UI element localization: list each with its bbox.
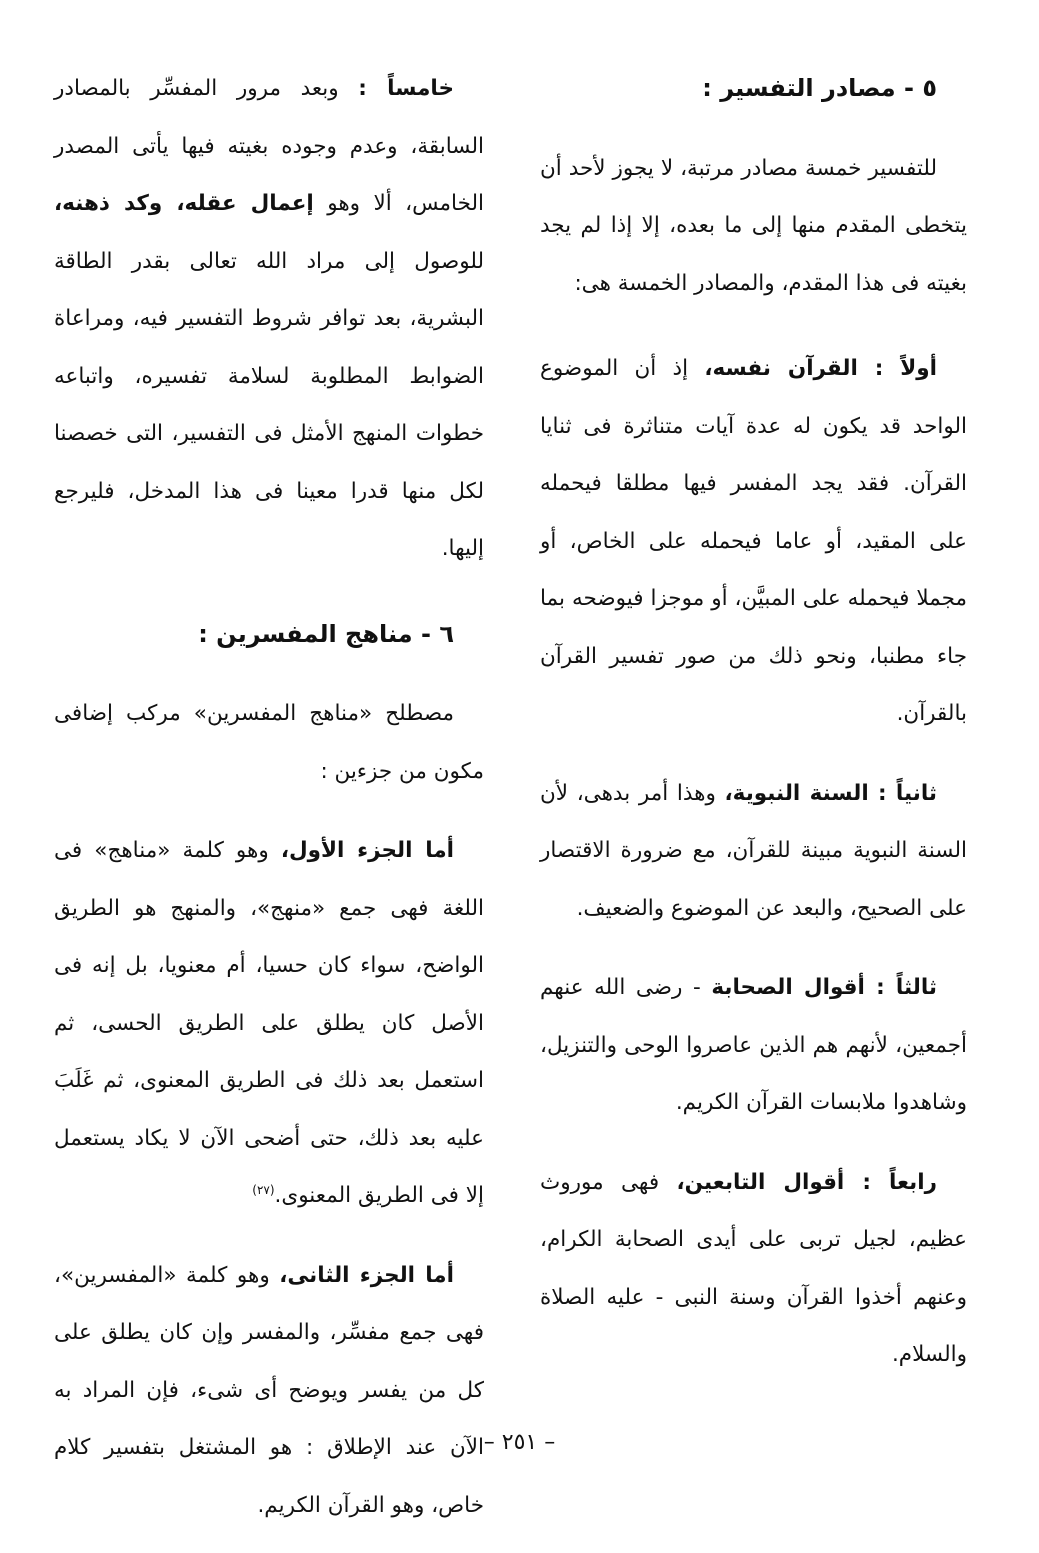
- sources-intro-paragraph: للتفسير خمسة مصادر مرتبة، لا يجوز لأحد أن يتخطى المقدم منها إلى ما بعده، إلا إذا لم يجد بغيته فى هذا المقدم، والمصادر الخمسة هى:: [540, 155, 967, 296]
- section-heading-sources: ٥ - مصادر التفسير :: [702, 74, 937, 102]
- source-fifth-paragraph: [54, 60, 484, 578]
- part-one-lead: أما الجزء الأول،: [280, 838, 454, 863]
- source-fifth-bold: إعمال عقله، وكد ذهنه،: [54, 191, 314, 216]
- source-fifth-body-1: وبعد مرور المفسِّر بالمصادر السابقة، وعدم وجوده بغيته فيها يأتى المصدر الخامس، ألا وهو: [54, 76, 484, 216]
- source-second-lead: ثانياً : السنة النبوية،: [724, 780, 938, 806]
- part-two-lead: أما الجزء الثانى،: [279, 1262, 454, 1288]
- right-column: [540, 60, 967, 1384]
- source-fourth-paragraph: [540, 1154, 967, 1384]
- part-one-paragraph: [54, 822, 484, 1225]
- source-second-paragraph: [540, 765, 967, 938]
- source-fifth-lead: خامساً :: [358, 76, 454, 101]
- source-second-body: وهذا أمر بدهى، لأن السنة النبوية مبينة للقرآن، مع ضرورة الاقتصار على الصحيح، والبعد عن الموضوع والضعيف.: [540, 780, 967, 921]
- term-intro-paragraph: مصطلح «مناهج المفسرين» مركب إضافى مكون من جزءين :: [54, 701, 484, 784]
- part-two-paragraph: [54, 1247, 484, 1535]
- source-third-body: - رضى الله عنهم أجمعين، لأنهم هم الذين عاصروا الوحى والتنزيل، وشاهدوا ملابسات القرآن الكريم.: [540, 975, 967, 1115]
- source-fourth-body: فهى موروث عظيم، لجيل تربى على أيدى الصحابة الكرام، وعنهم أخذوا القرآن وسنة النبى - عليه الصلاة والسلام.: [540, 1169, 967, 1367]
- source-first-body: إذ أن الموضوع الواحد قد يكون له عدة آيات متناثرة فى ثنايا القرآن. فقد يجد المفسر فيها مطلقا فيحمله على المقيد، أو عاما فيحمله على الخاص، أو مجملا فيحمله على المبيَّن، أو موجزا فيوضحه بما جاء مطنبا، ونحو ذلك من صور تفسير القرآن بالقرآن.: [540, 356, 967, 726]
- section-heading-methods: ٦ - مناهج المفسرين :: [198, 619, 454, 648]
- page-number: – ٢٥١ –: [483, 1430, 556, 1455]
- part-one-body: وهو كلمة «مناهج» فى اللغة فهى جمع «منهج»، والمنهج هو الطريق الواضح، سواء كان حسيا، أم معنويا، بل إنه فى الأصل كان يطلق على الطريق الحسى، ثم استعمل بعد ذلك فى الطريق المعنوى، ثم غَلَبَ عليه بعد ذلك، حتى أضحى الآن لا يكاد يستعمل إلا فى الطريق المعنوى.: [54, 838, 484, 1208]
- source-first-paragraph: [540, 340, 967, 743]
- source-first-lead: أولاً : القرآن نفسه،: [704, 356, 937, 381]
- source-fifth-body-2: للوصول إلى مراد الله تعالى بقدر الطاقة البشرية، بعد توافر شروط التفسير فيه، ومراعاة الضوابط المطلوبة لسلامة تفسيره، واتباعه خطوات المنهج الأمثل فى التفسير، التى خصصنا لكل منها قدرا معينا فى هذا المدخل، فليرجع إليها.: [54, 248, 484, 561]
- source-third-lead: ثالثاً : أقوال الصحابة: [711, 975, 937, 1000]
- part-two-body: وهو كلمة «المفسرين»، فهى جمع مفسِّر، والمفسر وإن كان يطلق على كل من يفسر ويوضح أى شىء، فإن المراد به الآن عند الإطلاق : هو المشتغل بتفسير كلام خاص، وهو القرآن الكريم.: [54, 1262, 484, 1518]
- left-column: [54, 60, 484, 1534]
- source-fourth-lead: رابعاً : أقوال التابعين،: [676, 1169, 937, 1195]
- footnote-marker: (٢٧): [252, 1182, 275, 1197]
- source-third-paragraph: [540, 959, 967, 1132]
